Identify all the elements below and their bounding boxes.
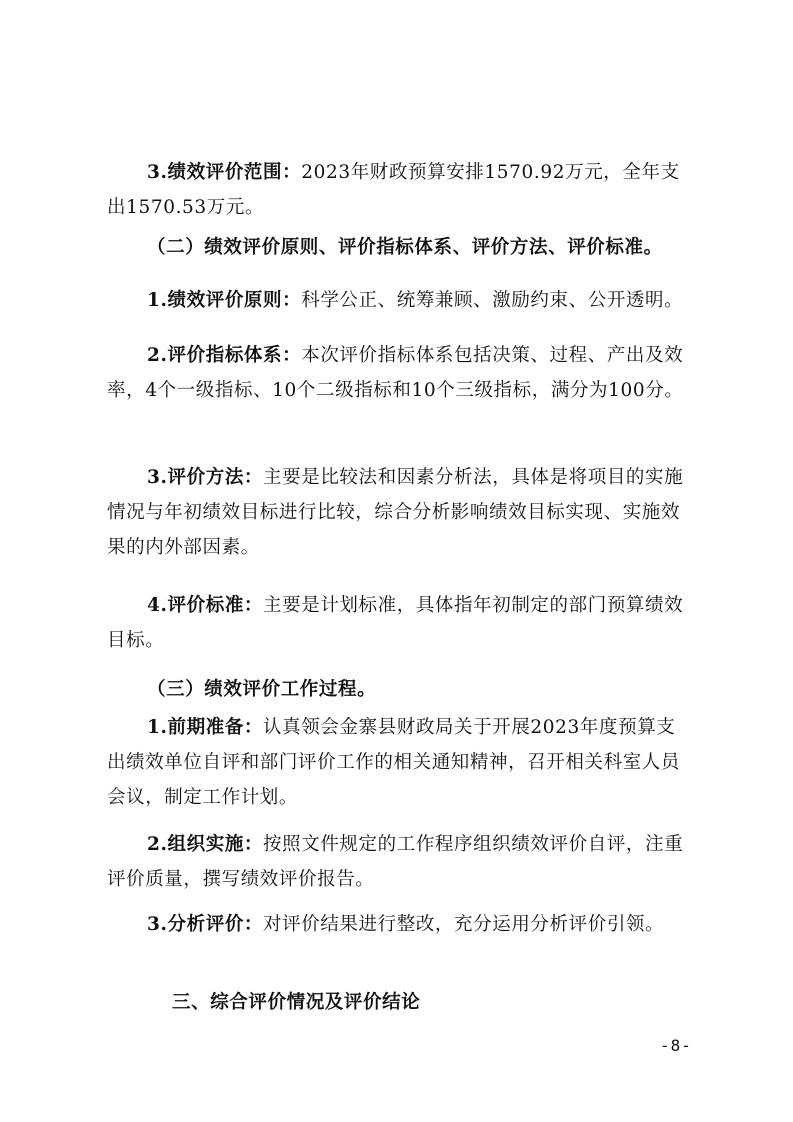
paragraph-label: 2.评价指标体系： — [147, 345, 302, 366]
subsection-heading-process: （三）绩效评价工作过程。 — [147, 679, 377, 700]
paragraph-text: 本次评价指标体系包括决策、过程、产出及效率，4个一级指标、10个二级指标和10个三级指标，满分为100分。 — [107, 345, 684, 401]
paragraph-label: 1.绩效评价原则： — [147, 290, 302, 311]
paragraph-text: 科学公正、统筹兼顾、激励约束、公开透明。 — [301, 290, 684, 311]
paragraph-label: 1.前期准备： — [147, 717, 264, 738]
paragraph-label: 3.分析评价： — [147, 914, 264, 935]
paragraph-text: 2023年财政预算安排1570.92万元，全年支出1570.53万元。 — [107, 162, 680, 218]
paragraph-label: 2.组织实施： — [147, 834, 264, 855]
paragraph-indicator-system — [107, 338, 692, 408]
paragraph-preparation — [107, 710, 692, 815]
paragraph-label: 3.绩效评价范围： — [147, 162, 302, 183]
paragraph-analysis — [107, 907, 692, 942]
paragraph-text: 对评价结果进行整改，充分运用分析评价引领。 — [263, 914, 665, 935]
paragraph-label: 4.评价标准： — [147, 595, 264, 616]
paragraph-text: 按照文件规定的工作程序组织绩效评价自评，注重评价质量，撰写绩效评价报告。 — [107, 834, 684, 890]
paragraph-text: 认真领会金寨县财政局关于开展2023年度预算支出绩效单位自评和部门评价工作的相关通知精神，召开相关科室人员会议，制定工作计划。 — [107, 717, 681, 808]
paragraph-evaluation-standard — [107, 588, 692, 658]
section-heading-conclusion: 三、综合评价情况及评价结论 — [172, 992, 421, 1013]
paragraph-evaluation-method — [107, 460, 692, 565]
paragraph-evaluation-principles — [107, 283, 692, 318]
paragraph-evaluation-scope — [107, 155, 692, 225]
subsection-heading-principles: （二）绩效评价原则、评价指标体系、评价方法、评价标准。 — [147, 237, 663, 258]
paragraph-text: 主要是比较法和因素分析法，具体是将项目的实施情况与年初绩效目标进行比较，综合分析影响绩效目标实现、实施效果的内外部因素。 — [107, 467, 684, 558]
paragraph-text: 主要是计划标准，具体指年初制定的部门预算绩效目标。 — [107, 595, 684, 651]
paragraph-label: 3.评价方法： — [147, 467, 264, 488]
page-number: -8- — [660, 1036, 692, 1055]
paragraph-implementation — [107, 827, 692, 897]
